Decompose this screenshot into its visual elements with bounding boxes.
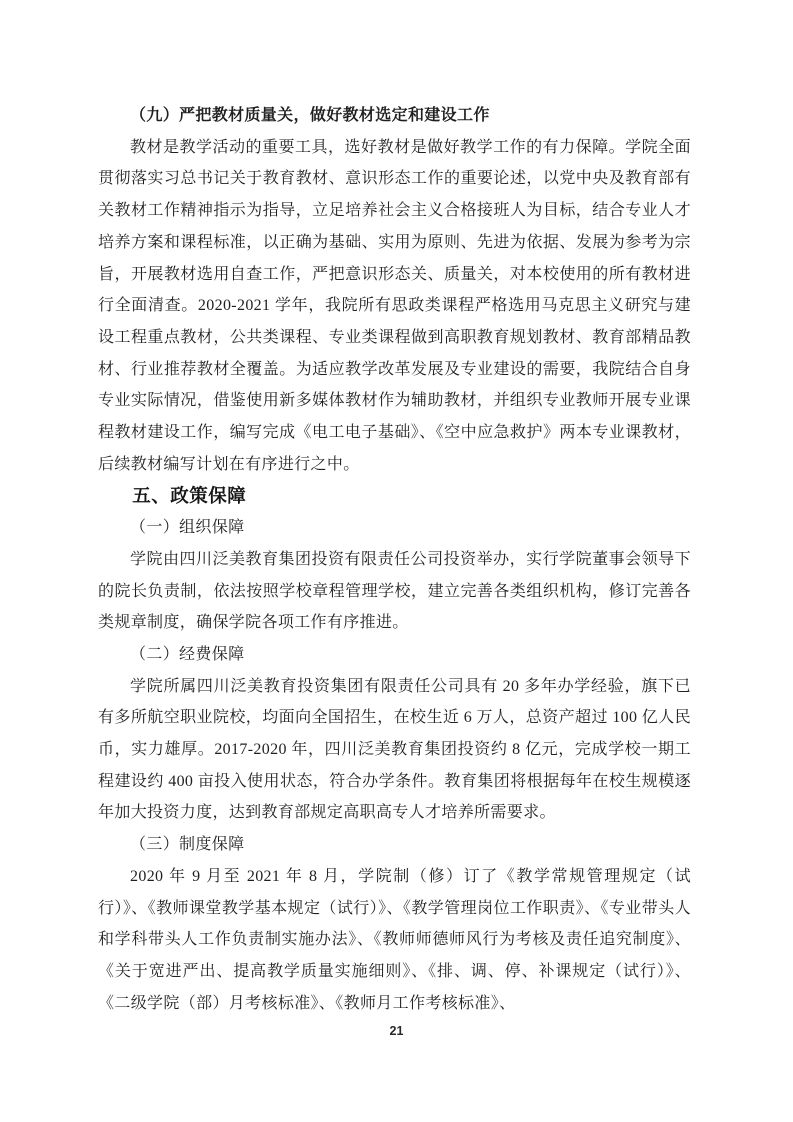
heading-sub-funding-guarantee: （二）经费保障 [130, 645, 245, 663]
heading-sub-system-guarantee: （三）制度保障 [130, 836, 245, 854]
paragraph-funding-guarantee: 学院所属四川泛美教育投资集团有限责任公司具有 20 多年办学经验，旗下已有多所航空职业院校，均面向全国招生，在校生近 6 万人，总资产超过 100 亿人民币，实力雄厚。2017-2020 年，四川泛美教育集团投资约 8 亿元，完成学校一期工程建设约 400 亩投入使用状态，符合办学条件。教育集团将根据每年在校生规模逐年加大投资力度，达到教育部规定高职高专人才培养所需要求。 [98, 677, 691, 822]
heading-section-five-policy-guarantee: 五、政策保障 [132, 485, 247, 507]
page-number: 21 [389, 1024, 404, 1038]
document-content [98, 100, 691, 1019]
paragraph-system-guarantee: 2020 年 9 月至 2021 年 8 月，学院制（修）订了《教学常规管理规定（试行）》、《教师课堂教学基本规定（试行）》、《教学管理岗位工作职责》、《专业带头人和学科带头人工作负责制实施办法》、《教师师德师风行为考核及责任追究制度》、《关于宽进严出、提高教学质量实施细则》、《排、调、停、补课规定（试行）》、《二级学院（部）月考核标准》、《教师月工作考核标准》、 [98, 867, 691, 1012]
paragraph-textbook-quality: 教材是教学活动的重要工具，选好教材是做好教学工作的有力保障。学院全面贯彻落实习总书记关于教育教材、意识形态工作的重要论述，以党中央及教育部有关教材工作精神指示为指导，立足培养社会主义合格接班人为目标，结合专业人才培养方案和课程标准，以正确为基础、实用为原则、先进为依据、发展为参考为宗旨，开展教材选用自查工作，严把意识形态关、质量关，对本校使用的所有教材进行全面清查。2020-2021 学年，我院所有思政类课程严格选用马克思主义研究与建设工程重点教材，公共类课程、专业类课程做到高职教育规划教材、教育部精品教材、行业推荐教材全覆盖。为适应教学改革发展及专业建设的需要，我院结合自身专业实际情况，借鉴使用新多媒体教材作为辅助教材，并组织专业教师开展专业课程教材建设工作，编写完成《电工电子基础》、《空中应急救护》两本专业课教材，后续教材编写计划在有序进行之中。 [98, 138, 691, 473]
paragraph-organization-guarantee: 学院由四川泛美教育集团投资有限责任公司投资举办，实行学院董事会领导下的院长负责制，依法按照学校章程管理学校，建立完善各类组织机构，修订完善各类规章制度，确保学院各项工作有序推进。 [98, 550, 691, 632]
heading-item-nine: （九）严把教材质量关，做好教材选定和建设工作 [130, 107, 490, 124]
heading-sub-organization-guarantee: （一）组织保障 [130, 519, 245, 537]
